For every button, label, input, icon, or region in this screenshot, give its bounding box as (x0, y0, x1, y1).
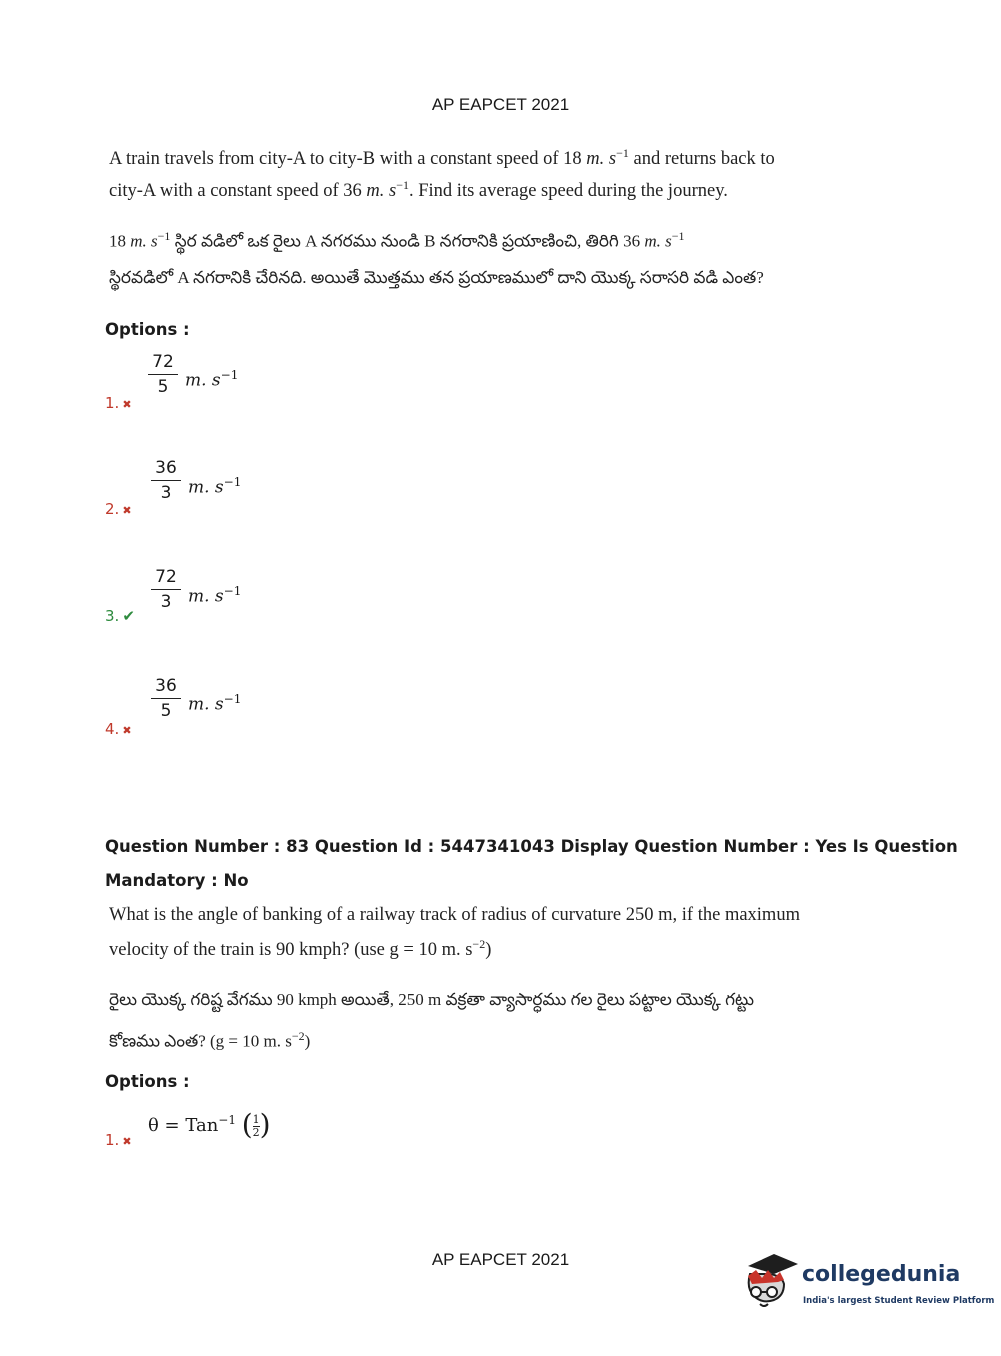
q82-en2-sup: −1 (396, 178, 409, 192)
question-82-telugu-line-1 (109, 229, 685, 256)
option-4-fraction (151, 676, 181, 721)
question-82-telugu-line-2: స్థిరవడిలో A నగరానికి చేరినది. అయితే మొత్తము తన ప్రయాణములో దాని యొక్క సరాసరి వడి ఎంత? (109, 268, 764, 287)
option-number: 4. (105, 720, 120, 738)
option-4-unit (188, 692, 241, 715)
expression-lhs: θ = Tan (148, 1115, 219, 1136)
wrong-mark-icon: ✖ (122, 724, 132, 737)
expression-sup: −1 (218, 1113, 236, 1127)
option-2-q82[interactable] (105, 500, 132, 519)
question-82-english-line-1 (109, 146, 775, 170)
denominator: 5 (160, 701, 172, 721)
q83-te-text-b: ) (304, 1031, 311, 1051)
paren-left: ( (241, 1108, 253, 1141)
denominator: 2 (252, 1125, 260, 1139)
option-1-q83[interactable] (105, 1131, 132, 1150)
correct-check-icon: ✔ (122, 607, 135, 625)
numerator: 72 (155, 567, 177, 587)
q82-en2-unit: m. s (366, 181, 397, 202)
question-82-english-line-2 (109, 178, 728, 202)
numerator: 1 (252, 1112, 260, 1126)
q82-te-num: 18 (109, 231, 126, 251)
options-label-q83: Options : (105, 1072, 190, 1091)
collegedunia-logo (740, 1248, 995, 1318)
small-fraction (253, 1114, 260, 1139)
fraction-bar (151, 480, 181, 481)
fraction-bar (148, 374, 178, 375)
fraction-bar (151, 698, 181, 699)
option-1-unit (185, 368, 238, 391)
option-1-q83-expression (148, 1108, 271, 1141)
question-83-meta-line-2: Mandatory : No (105, 871, 249, 890)
unit-sup: −1 (223, 475, 242, 489)
q82-te-unit: m. s (130, 231, 158, 251)
unit-text: m. s (188, 477, 224, 498)
logo-tagline: India's largest Student Review Platform (803, 1296, 995, 1306)
numerator: 72 (152, 352, 174, 372)
denominator: 3 (160, 592, 172, 612)
option-3-fraction (151, 567, 181, 612)
question-83-telugu-line-1: రైలు యొక్క గరిష్ట వేగము 90 kmph అయితే, 250 m వక్రతా వ్యాసార్ధము గల రైలు పట్టాల యొక్క గట్టు (109, 990, 755, 1009)
paren-right: ) (259, 1108, 271, 1141)
q83-te-sup: −2 (291, 1029, 305, 1043)
q83-en-text-a: velocity of the train is 90 kmph? (use g = 10 m. s (109, 940, 473, 961)
q82-en-text-a: A train travels from city-A to city-B with a constant speed of 18 (109, 149, 582, 170)
numerator: 36 (155, 676, 177, 696)
question-83-meta-line-1: Question Number : 83 Question Id : 5447341043 Display Question Number : Yes Is Question (105, 837, 958, 856)
unit-text: m. s (188, 694, 224, 715)
q82-en2-text-a: city-A with a constant speed of 36 (109, 181, 362, 202)
denominator: 3 (160, 483, 172, 503)
q82-en2-text-b: . Find its average speed during the journey. (409, 181, 728, 202)
q82-en-unit: m. s (586, 149, 617, 170)
q82-te-unit2: m. s (644, 231, 672, 251)
unit-sup: −1 (223, 692, 242, 706)
page-header-title: AP EAPCET 2021 (431, 95, 570, 114)
unit-text: m. s (185, 370, 221, 391)
option-number: 1. (105, 394, 120, 412)
unit-sup: −1 (223, 584, 242, 598)
q82-en-sup: −1 (616, 146, 629, 160)
q83-te-text-a: కోణము ఎంత? (g = 10 m. s (109, 1031, 292, 1051)
question-83-english-line-2 (109, 937, 491, 961)
wrong-mark-icon: ✖ (122, 1135, 132, 1148)
option-3-q82[interactable] (105, 607, 135, 626)
question-83-english-line-1: What is the angle of banking of a railway track of radius of curvature 250 m, if the maximum (109, 905, 800, 925)
q82-en-text-b: and returns back to (633, 149, 775, 170)
option-2-fraction (151, 458, 181, 503)
wrong-mark-icon: ✖ (122, 398, 132, 411)
option-number: 3. (105, 607, 120, 625)
denominator: 5 (157, 377, 169, 397)
option-1-q82[interactable] (105, 394, 132, 413)
student-mascot-icon (740, 1248, 800, 1318)
unit-sup: −1 (220, 368, 239, 382)
q83-en-sup: −2 (472, 937, 486, 951)
logo-wordmark: collegedunia (802, 1262, 961, 1287)
q82-te-sup2: −1 (671, 229, 685, 243)
option-1-fraction (148, 352, 178, 397)
fraction-bar (151, 589, 181, 590)
wrong-mark-icon: ✖ (122, 504, 132, 517)
q82-te-sup: −1 (157, 229, 171, 243)
option-4-q82[interactable] (105, 720, 132, 739)
q82-te-text: స్థిర వడిలో ఒక రైలు A నగరము నుండి B నగరానికి ప్రయాణించి, తిరిగి 36 (174, 231, 641, 251)
option-number: 1. (105, 1131, 120, 1149)
numerator: 36 (155, 458, 177, 478)
option-3-unit (188, 584, 241, 607)
unit-text: m. s (188, 586, 224, 607)
question-83-telugu-line-2 (109, 1029, 310, 1056)
options-label-q82: Options : (105, 320, 190, 339)
page-footer-title: AP EAPCET 2021 (431, 1250, 570, 1269)
q83-en-text-b: ) (485, 940, 492, 961)
option-number: 2. (105, 500, 120, 518)
option-2-unit (188, 475, 241, 498)
